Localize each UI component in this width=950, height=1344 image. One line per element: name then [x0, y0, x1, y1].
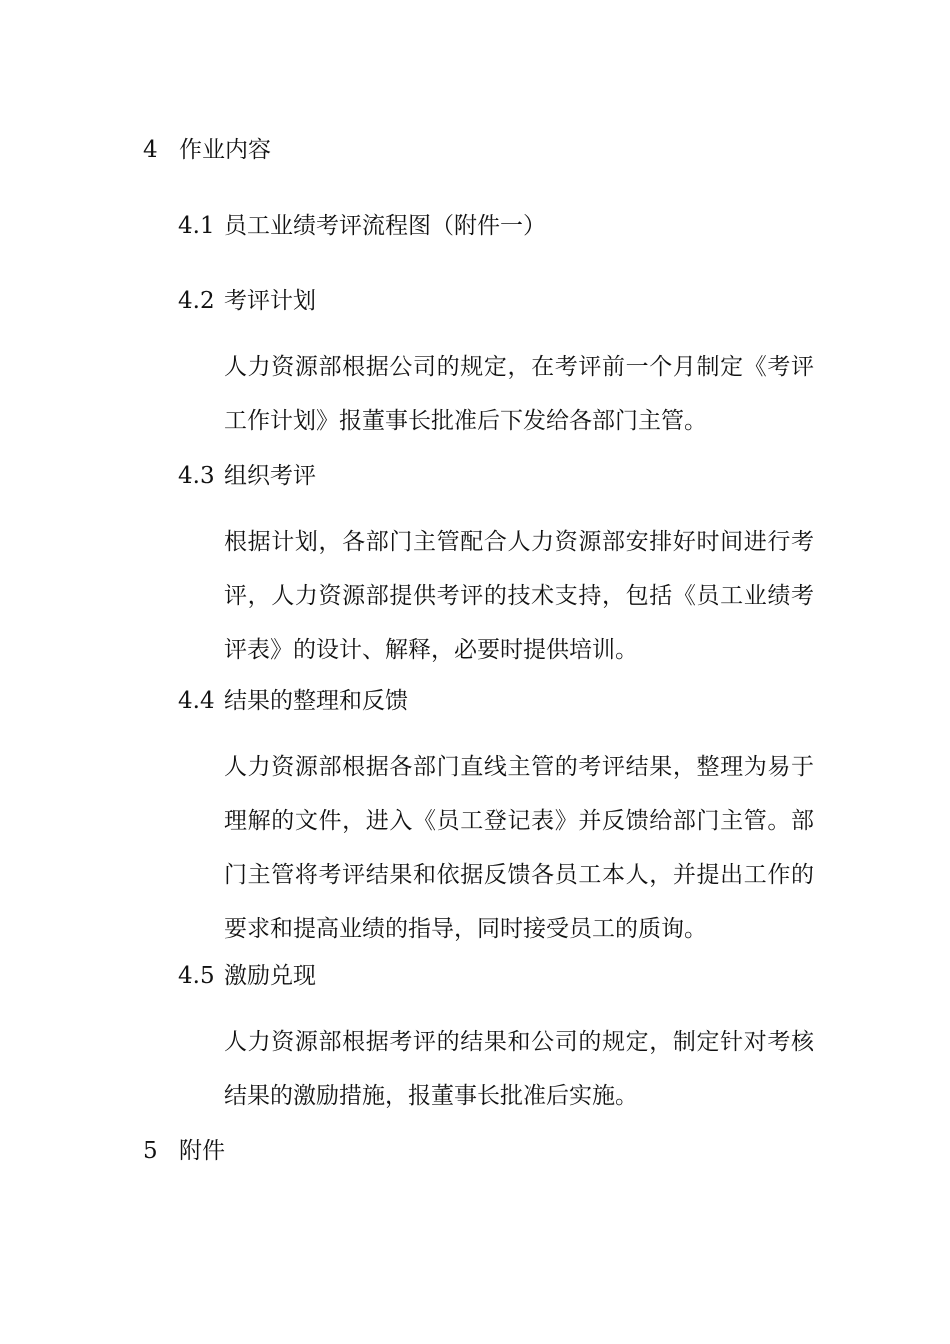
- subsection-heading-4-3: [178, 461, 316, 491]
- subsection-heading-4-4: [178, 686, 408, 716]
- section-heading-5: [143, 1136, 225, 1166]
- paragraph-4-2: 人力资源部根据公司的规定，在考评前一个月制定《考评工作计划》报董事长批准后下发给各部门主管。: [224, 354, 814, 434]
- paragraph-4-3: 根据计划，各部门主管配合人力资源部安排好时间进行考评，人力资源部提供考评的技术支持，包括《员工业绩考评表》的设计、解释，必要时提供培训。: [224, 529, 814, 663]
- section-number: 4: [143, 137, 158, 163]
- subsection-title: 组织考评: [224, 463, 316, 489]
- subsection-number: 4.1: [178, 213, 215, 239]
- subsection-heading-4-5: [178, 961, 316, 991]
- subsection-title: 结果的整理和反馈: [224, 688, 408, 714]
- subsection-heading-4-2: [178, 286, 316, 316]
- subsection-title: 考评计划: [224, 288, 316, 314]
- subsection-number: 4.4: [178, 688, 215, 714]
- paragraph-4-5: 人力资源部根据考评的结果和公司的规定，制定针对考核结果的激励措施，报董事长批准后实施。: [224, 1029, 814, 1109]
- subsection-heading-4-1: [178, 211, 546, 241]
- section-title: 作业内容: [179, 137, 271, 163]
- subsection-title: 员工业绩考评流程图（附件一）: [224, 213, 546, 239]
- subsection-number: 4.2: [178, 288, 215, 314]
- subsection-title: 激励兑现: [224, 963, 316, 989]
- section-title: 附件: [179, 1138, 225, 1164]
- subsection-number: 4.5: [178, 963, 215, 989]
- section-number: 5: [143, 1138, 158, 1164]
- paragraph-4-4: 人力资源部根据各部门直线主管的考评结果，整理为易于理解的文件，进入《员工登记表》并反馈给部门主管。部门主管将考评结果和依据反馈各员工本人，并提出工作的要求和提高业绩的指导，同时接受员工的质询。: [224, 754, 814, 942]
- section-heading-4: [143, 135, 271, 165]
- subsection-number: 4.3: [178, 463, 215, 489]
